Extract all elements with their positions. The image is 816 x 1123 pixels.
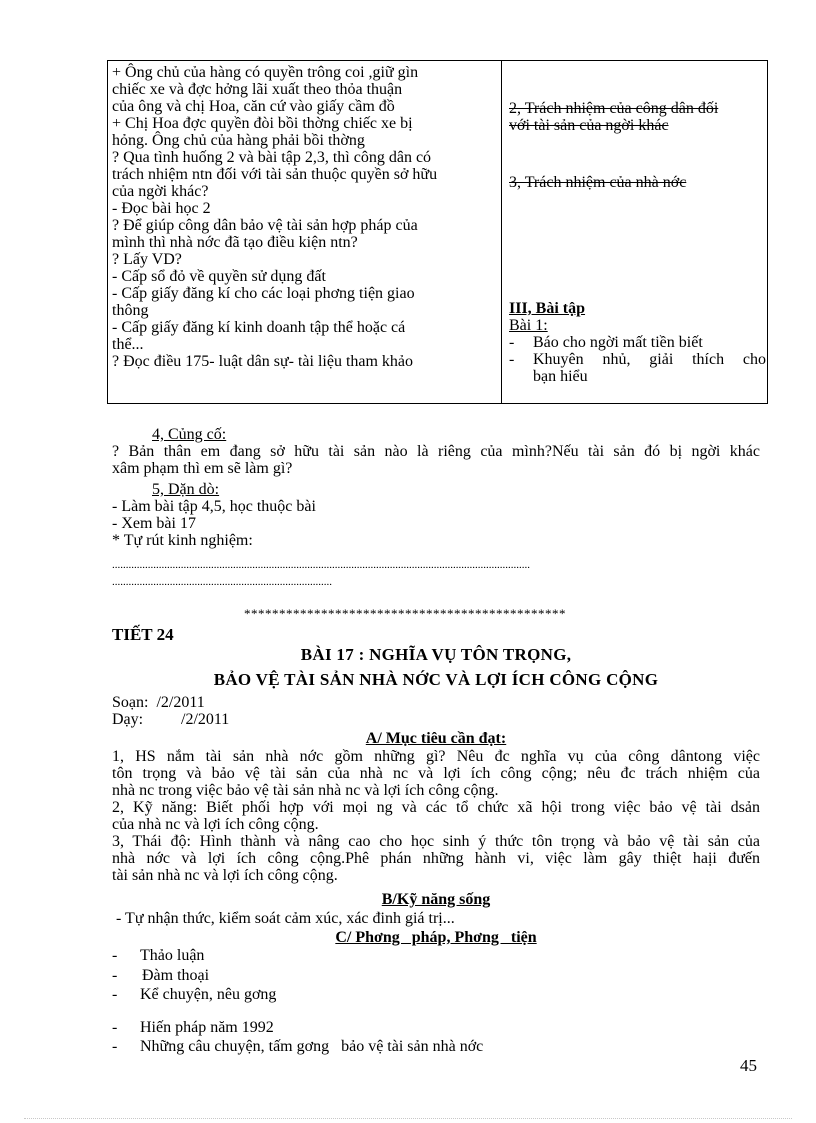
- table-left-line: chiếc xe và đợc hởng lãi xuất theo thỏa thuận: [112, 81, 403, 98]
- dan-do-body: [112, 498, 760, 549]
- muc-tieu-line: 3, Thái độ: Hình thành và nâng cao cho học sinh ý thức tôn trọng và bảo vệ tài sản của: [112, 833, 760, 850]
- bullet-dash: -: [112, 967, 118, 984]
- table-left-line: ? Đọc điều 175- luật dân sự- tài liệu tham khảo: [112, 353, 414, 370]
- dan-do-line: - Xem bài 17: [112, 515, 196, 532]
- table-left-line: mình thì nhà nớc đã tạo điều kiện ntn?: [112, 234, 358, 251]
- list-item-text: Những câu chuyện, tấm gơng bảo vệ tài sản nhà nớc: [140, 1038, 484, 1055]
- bullet-dash: -: [112, 1038, 118, 1055]
- muc-tieu-line: 2, Kỹ năng: Biết phối hợp với mọi ng và các tổ chức xã hội trong việc bảo vệ tài dsản: [112, 799, 760, 816]
- list-item: [112, 986, 712, 1005]
- muc-tieu-heading-text: A/ Mục tiêu cần đạt:: [365, 730, 507, 747]
- bai-1-item: [509, 351, 765, 368]
- list-item-text: Thảo luận: [140, 947, 205, 964]
- cung-co-body: [112, 443, 760, 477]
- bullet-dash: -: [509, 351, 515, 368]
- ky-nang-heading-text: B/Kỹ năng sống: [381, 891, 491, 908]
- cung-co-heading: [152, 426, 226, 443]
- bullet-dash: -: [112, 986, 118, 1003]
- right-item-3-text: 3, Trách nhiệm của nhà nớc: [509, 174, 687, 191]
- table-left-line: + Ông chủ của hàng có quyền trông coi ,giữ gìn: [112, 64, 419, 81]
- content-table: [107, 60, 768, 404]
- right-section-bai-tap: [509, 300, 765, 385]
- table-left-line: thể...: [112, 336, 144, 353]
- table-left-line: ? Qua tình huống 2 và bài tập 2,3, thì công dân có: [112, 149, 432, 166]
- table-left-line: - Đọc bài học 2: [112, 200, 211, 217]
- right-item-2-line2: với tài sản của ngời khác: [509, 117, 669, 134]
- phuong-tien-list: [112, 1019, 712, 1057]
- star-separator: **********************************************: [244, 606, 566, 621]
- section-bai-tap-heading: III, Bài tập: [509, 300, 586, 317]
- bai-1-item: [509, 334, 765, 351]
- cung-co-line: ? Bản thân em đang sở hữu tài sản nào là riêng của mình?Nếu tài sản đó bị ngời khác: [112, 443, 760, 460]
- tiet-label: TIẾT 24: [112, 625, 174, 644]
- ky-nang-line: - Tự nhận thức, kiểm soát cảm xúc, xác đinh giá trị...: [112, 910, 455, 927]
- phuong-phap-heading-text: C/ Phơng pháp, Phơng tiện: [335, 929, 537, 946]
- cung-co-heading-text: 4, Củng cố:: [152, 426, 227, 443]
- bai-1-item-continued: [509, 368, 765, 385]
- bai-1-label: Bài 1:: [509, 317, 548, 334]
- muc-tieu-line: tôn trọng và bảo vệ tài sản của nhà nc và lợi ích công cộng; nêu đc trách nhiệm của: [112, 765, 760, 782]
- rut-kinh-nghiem-dots-1: ........................................................................................................................................................: [112, 559, 530, 571]
- lesson-title-line1: BÀI 17 : NGHĨA VỤ TÔN TRỌNG,: [300, 645, 572, 664]
- list-item: [112, 967, 712, 986]
- page-number: 45: [740, 1056, 757, 1075]
- dan-do-heading: [152, 481, 219, 498]
- dan-do-line: - Làm bài tập 4,5, học thuộc bài: [112, 498, 316, 515]
- table-left-line: ? Để giúp công dân bảo vệ tài sản hợp pháp của: [112, 217, 418, 234]
- table-left-line: của ông và chị Hoa, căn cứ vào giấy cầm đồ: [112, 98, 395, 115]
- bai-1-item-text: bạn hiểu: [533, 368, 588, 385]
- day-label: Dạy:: [112, 711, 144, 728]
- page-bottom-border: [24, 1118, 792, 1119]
- list-item: [112, 947, 712, 967]
- table-left-line: hỏng. Ông chủ của hàng phải bồi thờng: [112, 132, 365, 149]
- dan-do-heading-text: 5, Dặn dò:: [152, 481, 220, 498]
- ky-nang-heading: [112, 891, 760, 908]
- list-item: [112, 1038, 712, 1057]
- list-item-text: Kể chuyện, nêu gơng: [140, 986, 277, 1003]
- table-left-column: [112, 64, 497, 370]
- table-column-divider: [501, 61, 502, 403]
- right-item-3: [509, 174, 765, 191]
- muc-tieu-line: nhà nc trong việc bảo vệ tài sản nhà nc và lợi ích công cộng.: [112, 782, 499, 799]
- list-item-text: Hiến pháp năm 1992: [140, 1019, 274, 1036]
- dan-do-line: * Tự rút kinh nghiệm:: [112, 532, 253, 549]
- bullet-dash: -: [112, 947, 118, 964]
- table-left-line: + Chị Hoa đợc quyền đòi bồi thờng chiếc xe bị: [112, 115, 413, 132]
- list-item-text: Đàm thoại: [142, 967, 210, 984]
- muc-tieu-line: 1, HS nắm tài sản nhà nớc gồm những gì? Nêu đc nghĩa vụ của công dântong việc: [112, 748, 760, 765]
- cung-co-line: xâm phạm thì em sẽ làm gì?: [112, 460, 293, 477]
- table-left-line: - Cấp giấy đăng kí kinh doanh tập thể hoặc cá: [112, 319, 406, 336]
- bai-1-item-text: Báo cho ngời mất tiền biết: [533, 334, 703, 351]
- table-left-line: của ngời khác?: [112, 183, 209, 200]
- muc-tieu-line: của nhà nc và lợi ích công cộng.: [112, 816, 319, 833]
- right-item-2: [509, 100, 765, 134]
- bai-1-item-text: Khuyên nhủ, giải thích cho: [533, 351, 766, 368]
- right-item-2-line1: 2, Trách nhiệm của công dân đối: [509, 100, 719, 117]
- phuong-phap-list: [112, 947, 712, 1005]
- table-left-line: - Cấp sổ đỏ về quyền sử dụng đất: [112, 268, 326, 285]
- table-left-line: ? Lấy VD?: [112, 251, 182, 268]
- bullet-dash: -: [509, 334, 515, 351]
- phuong-phap-heading: [112, 929, 760, 946]
- muc-tieu-heading: [112, 730, 760, 747]
- day-date: /2/2011: [181, 711, 230, 728]
- lesson-title-line2: BẢO VỆ TÀI SẢN NHÀ NỚC VÀ LỢI ÍCH CÔNG CỘNG: [213, 670, 659, 689]
- muc-tieu-line: nhà nớc và lợi ích công cộng.Phê phán những hành vi, việc làm gây thiệt haịi đưến: [112, 850, 760, 867]
- soan-date: Soạn: /2/2011: [112, 694, 205, 711]
- bullet-dash: -: [112, 1019, 118, 1036]
- table-left-line: thông: [112, 302, 149, 319]
- list-item: [112, 1019, 712, 1038]
- table-left-line: trách nhiệm ntn đối với tài sản thuộc quyền sở hữu: [112, 166, 438, 183]
- rut-kinh-nghiem-dots-2: ................................................................................: [112, 576, 332, 588]
- table-left-line: - Cấp giấy đăng kí cho các loại phơng tiện giao: [112, 285, 415, 302]
- muc-tieu-body: [112, 748, 760, 884]
- muc-tieu-line: tài sản nhà nc và lợi ích công cộng.: [112, 867, 338, 884]
